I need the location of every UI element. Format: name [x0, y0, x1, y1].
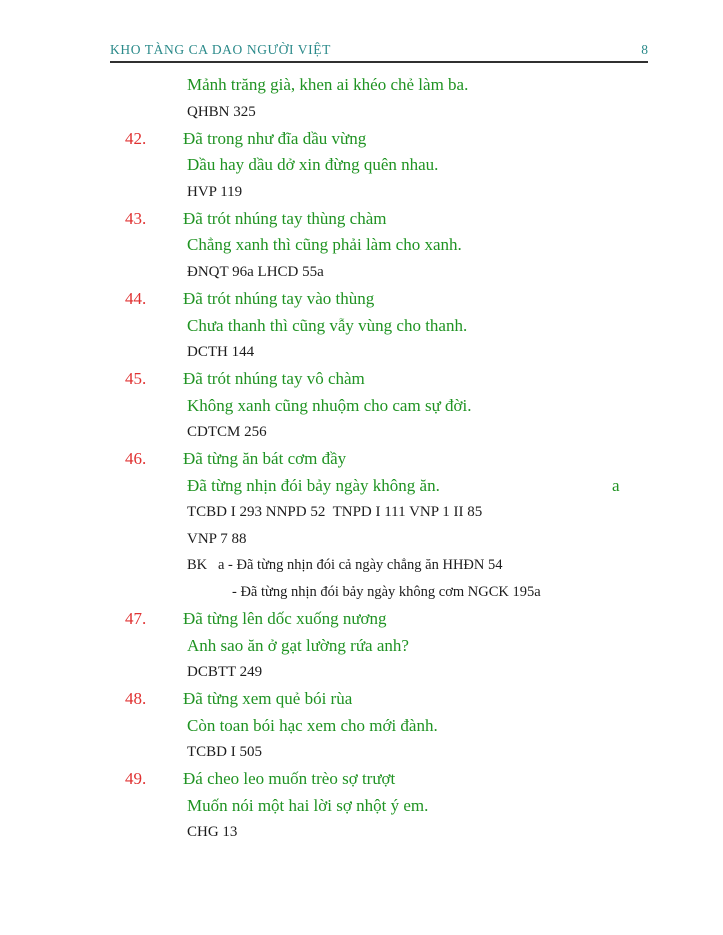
- line-text: TCBD I 293 NNPD 52 TNPD I 111 VNP 1 II 85: [187, 503, 483, 520]
- entry-number: 45.: [125, 368, 147, 388]
- line-text: Đã từng ăn bát cơm đầy: [183, 448, 347, 468]
- entry-number: 44.: [125, 288, 147, 308]
- verse-line: [0, 793, 723, 820]
- entry-number: 46.: [125, 448, 147, 468]
- verse-line: [0, 766, 723, 793]
- verse-line: [0, 713, 723, 740]
- reference-line: [0, 659, 723, 686]
- entry-number: 43.: [125, 208, 147, 228]
- reference-line: [0, 739, 723, 766]
- line-text: TCBD I 505: [187, 744, 262, 761]
- entry-number: 47.: [125, 609, 147, 629]
- line-text: Còn toan bói hạc xem cho mới đành.: [187, 715, 438, 735]
- line-text: Đã trót nhúng tay vào thùng: [183, 288, 375, 308]
- verse-line: [0, 392, 723, 419]
- line-text: Chưa thanh thì cũng vẫy vùng cho thanh.: [187, 315, 468, 335]
- line-text: VNP 7 88: [187, 530, 247, 547]
- entry-number: 49.: [125, 769, 147, 789]
- line-text: Đã trót nhúng tay thùng chàm: [183, 208, 387, 228]
- verse-line: [0, 205, 723, 232]
- verse-line: [0, 72, 723, 99]
- verse-line: [0, 286, 723, 313]
- verse-line: [0, 312, 723, 339]
- line-text: CDTCM 256: [187, 423, 267, 440]
- line-text: Dầu hay dầu dở xin đừng quên nhau.: [187, 155, 439, 175]
- variant-marker: a: [612, 475, 620, 495]
- verse-line: [0, 472, 723, 499]
- line-text: DCBTT 249: [187, 663, 263, 680]
- line-text: Anh sao ăn ở gạt lường rứa anh?: [187, 635, 409, 655]
- reference-line: [0, 259, 723, 286]
- line-text: Mảnh trăng già, khen ai khéo chẻ làm ba.: [187, 75, 469, 95]
- reference-line: [0, 526, 723, 553]
- entry-number: 48.: [125, 689, 147, 709]
- line-text: QHBN 325: [187, 103, 256, 120]
- variant-note-line: [0, 552, 723, 579]
- verse-line: [0, 366, 723, 393]
- header-rule: [110, 61, 648, 63]
- line-text: Chẳng xanh thì cũng phải làm cho xanh.: [187, 235, 462, 255]
- line-text: CHG 13: [187, 824, 238, 841]
- reference-line: [0, 419, 723, 446]
- reference-line: [0, 339, 723, 366]
- verse-line: [0, 686, 723, 713]
- variant-marker-label: BK: [187, 557, 208, 574]
- verse-list: [0, 72, 723, 846]
- line-text: DCTH 144: [187, 343, 255, 360]
- line-text: HVP 119: [187, 183, 243, 200]
- page-number: 8: [641, 42, 648, 57]
- page-header: [110, 38, 648, 58]
- verse-line: [0, 125, 723, 152]
- verse-line: [0, 232, 723, 259]
- verse-line: [0, 446, 723, 473]
- verse-line: [0, 606, 723, 633]
- book-title: KHO TÀNG CA DAO NGƯỜI VIỆT: [110, 42, 331, 57]
- line-text: Đã trong như đĩa dầu vừng: [183, 128, 367, 148]
- variant-note-line: [0, 579, 723, 606]
- line-text: Không xanh cũng nhuộm cho cam sự đời.: [187, 395, 472, 415]
- verse-line: [0, 152, 723, 179]
- entry-number: 42.: [125, 128, 147, 148]
- reference-line: [0, 179, 723, 206]
- line-text: ĐNQT 96a LHCD 55a: [187, 263, 324, 280]
- line-text: Đã trót nhúng tay vô chàm: [183, 368, 365, 388]
- line-text: Đá cheo leo muốn trèo sợ trượt: [183, 769, 396, 789]
- line-text: Muốn nói một hai lời sợ nhột ý em.: [187, 795, 429, 815]
- reference-line: [0, 99, 723, 126]
- line-text: Đã từng nhịn đói bảy ngày không ăn.: [187, 475, 440, 495]
- verse-line: [0, 632, 723, 659]
- reference-line: [0, 499, 723, 526]
- line-text: Đã từng xem quẻ bói rùa: [183, 689, 353, 709]
- line-text: Đã từng lên dốc xuống nương: [183, 609, 387, 629]
- line-text: - Đã từng nhịn đói bảy ngày không cơm NGCK 195a: [232, 583, 541, 600]
- reference-line: [0, 819, 723, 846]
- line-text: a - Đã từng nhịn đói cả ngày chẳng ăn HHĐN 54: [218, 557, 503, 574]
